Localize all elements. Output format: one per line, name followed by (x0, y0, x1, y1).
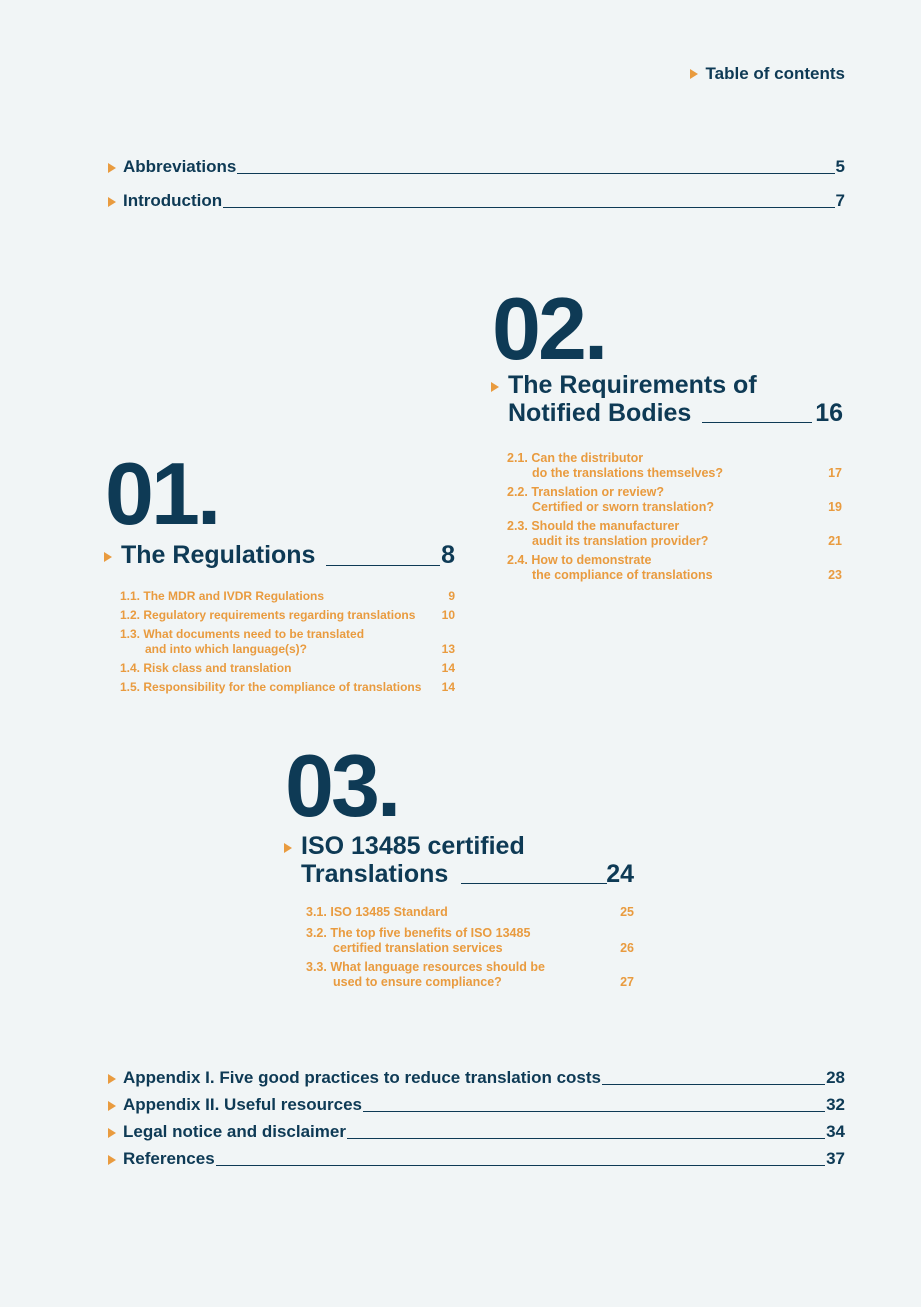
section-number-text: 02 (492, 279, 584, 378)
leader-line (347, 1138, 825, 1139)
subitem-line1: Can the distributor (531, 451, 644, 465)
toc-entry-abbreviations[interactable] (108, 157, 845, 177)
toc-entry-label: Abbreviations (123, 157, 237, 176)
subitem-line1: ISO 13485 Standard (330, 905, 448, 919)
leader-line (702, 422, 812, 423)
subitem-number: 1.1. (120, 589, 141, 603)
section-title-line2: Translations (301, 859, 449, 888)
section-page: 24 (606, 859, 634, 888)
leader-line (216, 1165, 825, 1166)
triangle-right-icon (104, 552, 112, 562)
subitem-number: 3.1. (306, 905, 327, 919)
subitem-line1: Risk class and translation (143, 661, 292, 675)
triangle-right-icon (491, 382, 499, 392)
subitem-2-3[interactable] (507, 519, 842, 549)
subitem-line1: Translation or review? (531, 485, 665, 499)
toc-entry-page: 5 (835, 157, 845, 176)
subitem-page: 13 (441, 642, 455, 656)
subitem-line1: How to demonstrate (531, 553, 652, 567)
subitem-1-5[interactable] (120, 680, 455, 695)
toc-entry-label: References (123, 1149, 215, 1168)
subitem-page: 25 (620, 905, 634, 919)
section-01-subitems (120, 589, 455, 699)
toc-entry-page: 7 (835, 191, 845, 210)
subitem-2-2[interactable] (507, 485, 842, 515)
subitem-line1: Regulatory requirements regarding translations (143, 608, 416, 622)
subitem-3-1[interactable] (306, 905, 634, 920)
toc-entry-page: 32 (826, 1095, 845, 1114)
subitem-line1: What language resources should be (330, 960, 545, 974)
subitem-number: 3.3. (306, 960, 327, 974)
toc-entry-appendix-1[interactable] (108, 1068, 845, 1088)
section-02-number (492, 279, 606, 378)
section-number-dot: . (196, 444, 219, 543)
section-title-line1: The Requirements of (508, 371, 757, 399)
section-page: 8 (441, 541, 455, 569)
triangle-right-icon (108, 163, 116, 173)
subitem-line2: and into which language(s)? (145, 642, 307, 656)
subitem-page: 19 (828, 500, 842, 514)
subitem-line2: Certified or sworn translation? (532, 500, 714, 514)
section-01-number (105, 444, 219, 543)
leader-line (326, 565, 440, 566)
toc-entry-page: 34 (826, 1122, 845, 1141)
subitem-number: 1.5. (120, 680, 141, 694)
section-title-line1: ISO 13485 certified (301, 832, 525, 860)
subitem-page: 21 (828, 534, 842, 548)
toc-header (690, 64, 845, 84)
triangle-right-icon (690, 69, 698, 79)
subitem-line1: Should the manufacturer (531, 519, 680, 533)
triangle-right-icon (108, 1155, 116, 1165)
subitem-number: 2.1. (507, 451, 528, 465)
section-number-dot: . (376, 736, 399, 835)
subitem-number: 1.2. (120, 608, 141, 622)
section-02-subitems (507, 451, 842, 587)
subitem-line1: The top five benefits of ISO 13485 (330, 926, 531, 940)
section-number-text: 01 (105, 444, 197, 543)
leader-line (602, 1084, 825, 1085)
subitem-line2: used to ensure compliance? (333, 975, 502, 989)
section-number-text: 03 (285, 736, 377, 835)
subitem-1-4[interactable] (120, 661, 455, 676)
section-03-title[interactable] (301, 833, 634, 888)
subitem-line1: The MDR and IVDR Regulations (143, 589, 325, 603)
subitem-2-4[interactable] (507, 553, 842, 583)
triangle-right-icon (284, 843, 292, 853)
toc-header-label: Table of contents (705, 64, 845, 83)
subitem-number: 1.4. (120, 661, 141, 675)
section-03-subitems (306, 905, 634, 994)
subitem-line1: Responsibility for the compliance of translations (143, 680, 422, 694)
subitem-line1: What documents need to be translated (143, 627, 365, 641)
toc-entry-references[interactable] (108, 1149, 845, 1169)
toc-entry-page: 28 (826, 1068, 845, 1087)
section-03-number (285, 736, 399, 835)
leader-line (461, 883, 607, 884)
toc-entry-page: 37 (826, 1149, 845, 1168)
subitem-line2: audit its translation provider? (532, 534, 709, 548)
subitem-line2: the compliance of translations (532, 568, 713, 582)
toc-entry-legal-notice[interactable] (108, 1122, 845, 1142)
toc-entry-label: Legal notice and disclaimer (123, 1122, 346, 1141)
triangle-right-icon (108, 1074, 116, 1084)
toc-entry-label: Appendix II. Useful resources (123, 1095, 363, 1114)
subitem-3-3[interactable] (306, 960, 634, 990)
subitem-1-2[interactable] (120, 608, 455, 623)
leader-line (363, 1111, 825, 1112)
section-title-line2: Notified Bodies (508, 398, 692, 427)
section-01-title[interactable] (121, 542, 455, 570)
toc-entry-label: Appendix I. Five good practices to reduce translation costs (123, 1068, 601, 1087)
subitem-page: 14 (441, 680, 455, 694)
triangle-right-icon (108, 1128, 116, 1138)
leader-line (223, 207, 834, 208)
section-title-line1: The Regulations (121, 541, 316, 569)
toc-entry-introduction[interactable] (108, 191, 845, 211)
section-02-title[interactable] (508, 372, 843, 427)
subitem-page: 9 (448, 589, 455, 603)
section-page: 16 (815, 398, 843, 427)
subitem-page: 27 (620, 975, 634, 989)
subitem-1-1[interactable] (120, 589, 455, 604)
triangle-right-icon (108, 1101, 116, 1111)
subitem-page: 23 (828, 568, 842, 582)
subitem-number: 1.3. (120, 627, 141, 641)
subitem-line2: do the translations themselves? (532, 466, 724, 480)
toc-entry-appendix-2[interactable] (108, 1095, 845, 1115)
leader-line (237, 173, 834, 174)
triangle-right-icon (108, 197, 116, 207)
subitem-page: 17 (828, 466, 842, 480)
subitem-2-1[interactable] (507, 451, 842, 481)
subitem-number: 2.4. (507, 553, 528, 567)
subitem-page: 26 (620, 941, 634, 955)
subitem-page: 10 (441, 608, 455, 622)
subitem-line2: certified translation services (333, 941, 503, 955)
subitem-page: 14 (441, 661, 455, 675)
toc-entry-label: Introduction (123, 191, 223, 210)
subitem-1-3[interactable] (120, 627, 455, 657)
subitem-number: 2.2. (507, 485, 528, 499)
subitem-number: 2.3. (507, 519, 528, 533)
subitem-3-2[interactable] (306, 926, 634, 956)
subitem-number: 3.2. (306, 926, 327, 940)
section-number-dot: . (583, 279, 606, 378)
